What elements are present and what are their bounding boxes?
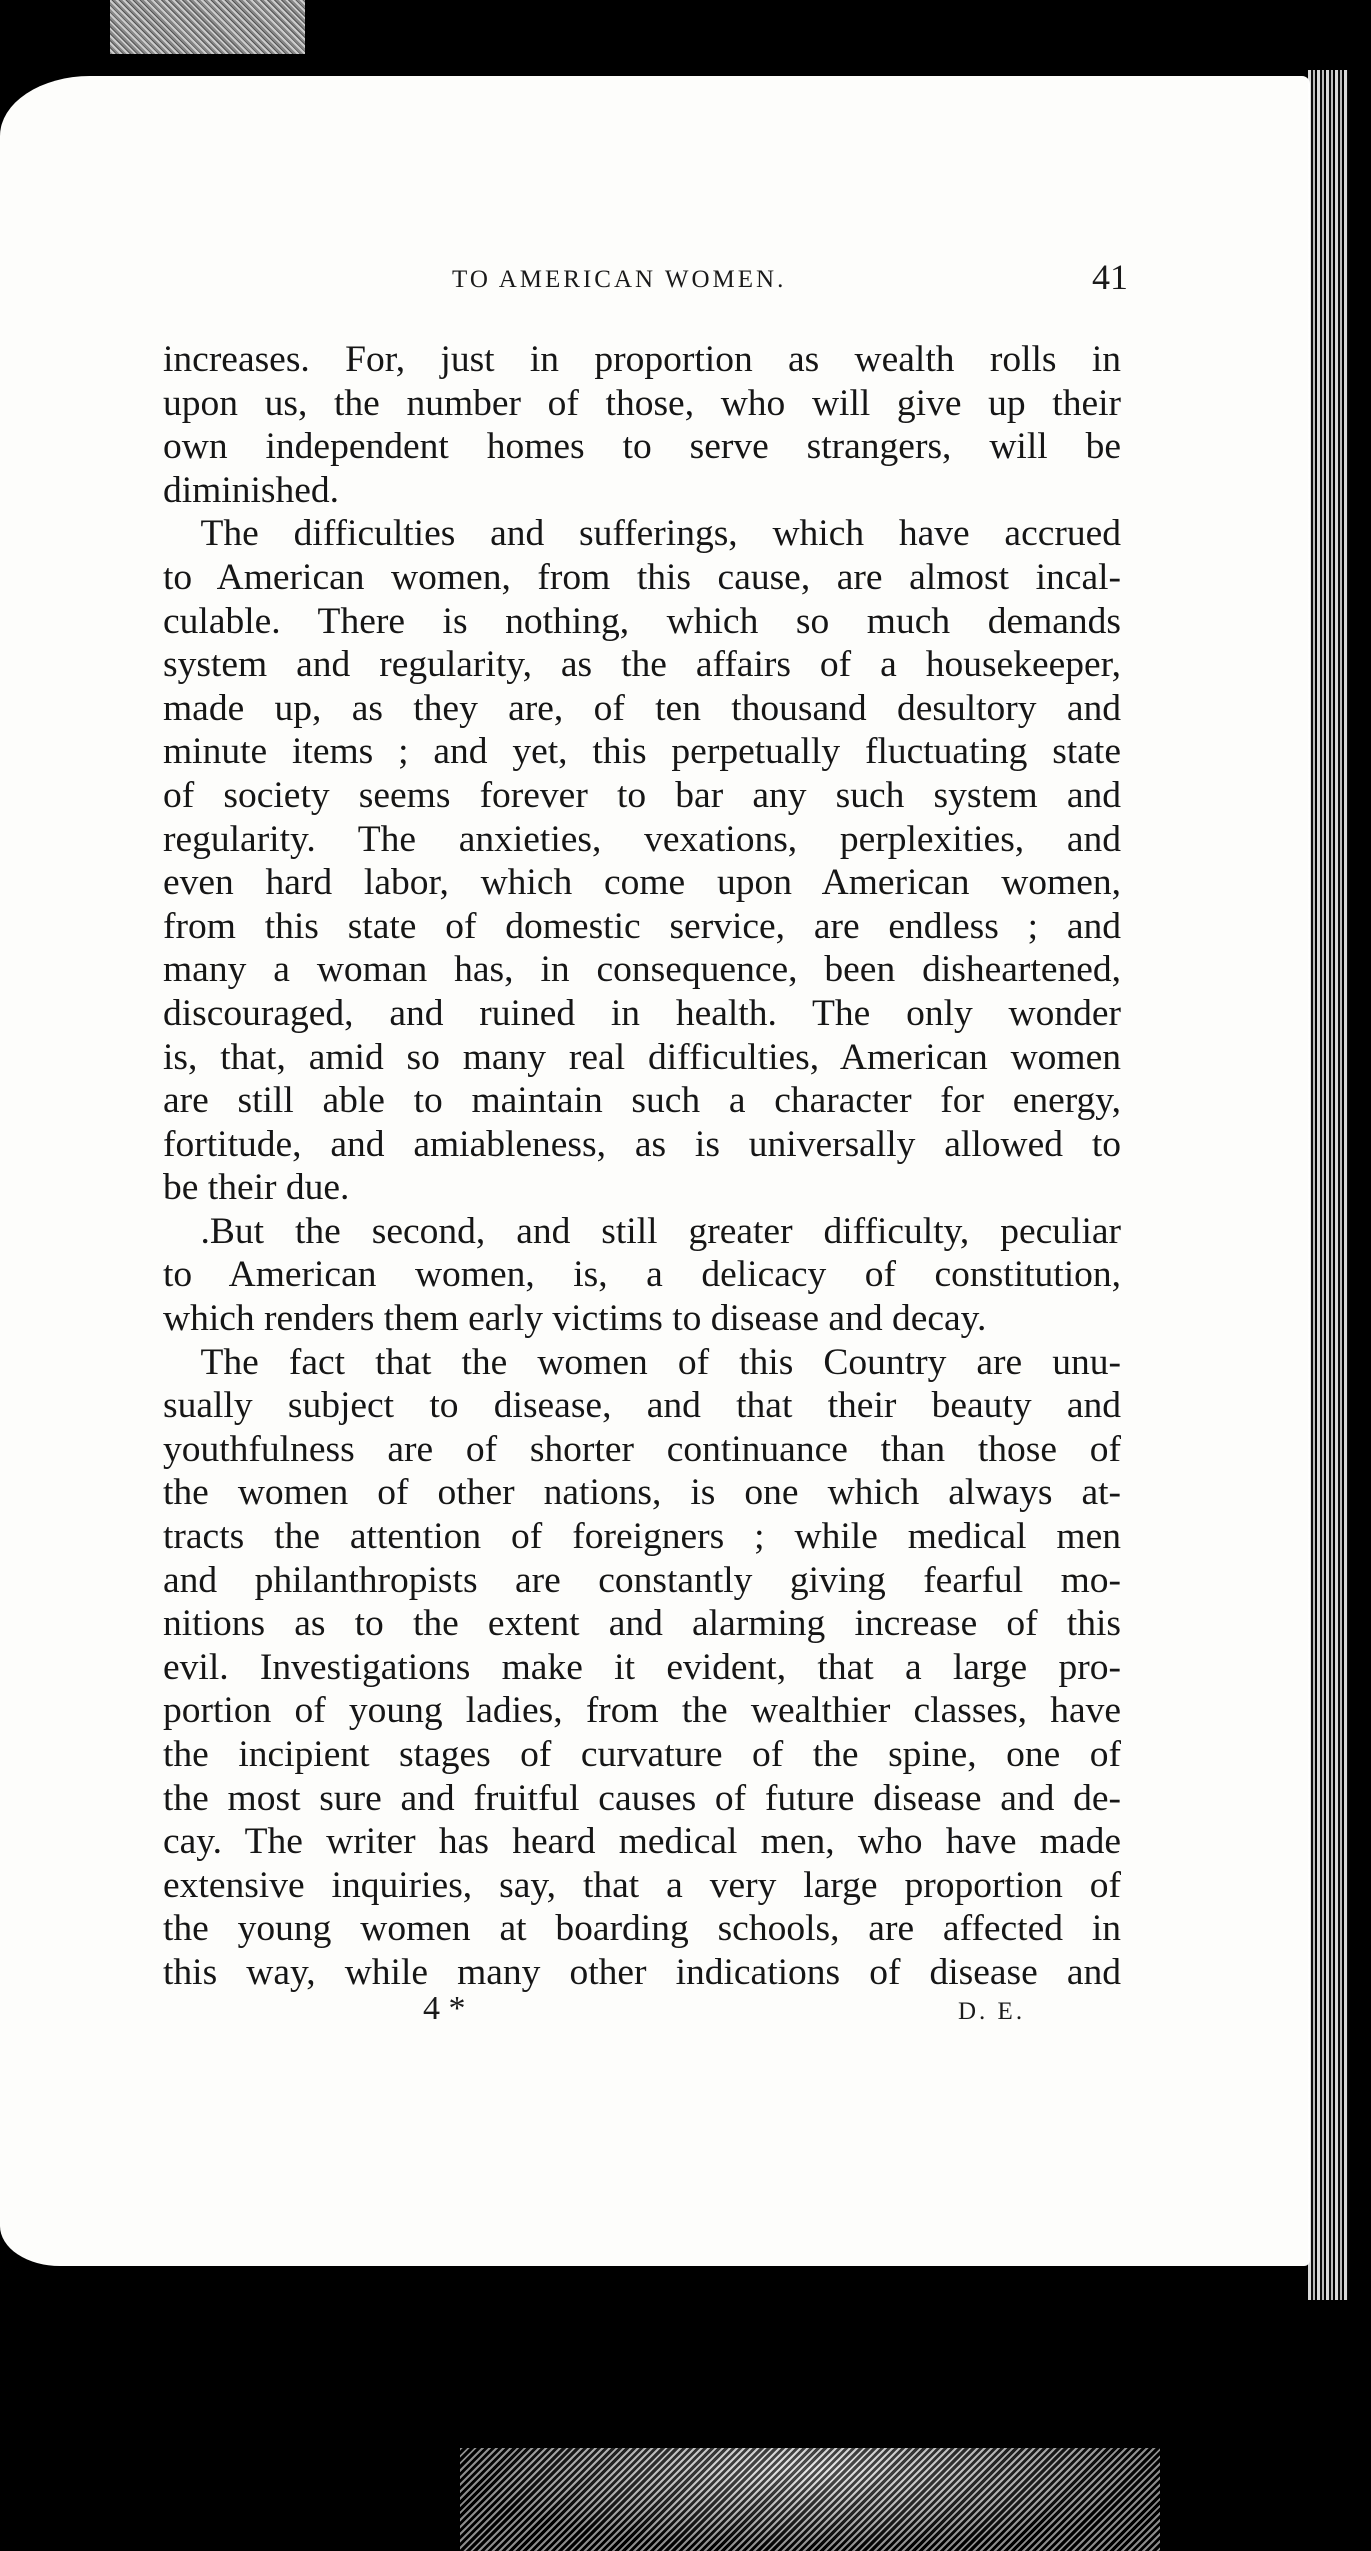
running-head: [160, 256, 1128, 306]
text-line: portion of young ladies, from the wealthier classes, have: [163, 1690, 1121, 1732]
signature-mark: 4 *: [423, 1990, 466, 2027]
text-line: discouraged, and ruined in health. The only wonder: [163, 992, 1121, 1034]
text-line: sually subject to disease, and that their beauty and: [163, 1385, 1121, 1427]
running-title: TO AMERICAN WOMEN.: [452, 266, 787, 293]
text-line: made up, as they are, of ten thousand desultory and: [163, 687, 1121, 729]
text-line: are still able to maintain such a character for energy,: [163, 1080, 1121, 1122]
text-line: nitions as to the extent and alarming increase of this: [163, 1603, 1121, 1645]
text-line: many a woman has, in consequence, been disheartened,: [163, 949, 1121, 991]
text-line: The fact that the women of this Country are unu-: [163, 1341, 1121, 1383]
text-line: even hard labor, which come upon American women,: [163, 862, 1121, 904]
text-line: the women of other nations, is one which always at-: [163, 1472, 1121, 1514]
text-line: be their due.: [163, 1167, 350, 1209]
text-line: The difficulties and sufferings, which have accrued: [163, 513, 1121, 555]
text-line: minute items ; and yet, this perpetually fluctuating state: [163, 731, 1121, 773]
text-line: to American women, is, a delicacy of constitution,: [163, 1254, 1121, 1296]
text-line: evil. Investigations make it evident, that a large pro-: [163, 1646, 1121, 1688]
text-line: culable. There is nothing, which so much demands: [163, 600, 1121, 642]
text-line: the incipient stages of curvature of the spine, one of: [163, 1734, 1121, 1775]
text-line: own independent homes to serve strangers, will be: [163, 426, 1121, 468]
text-line: which renders them early victims to disease and decay.: [163, 1298, 987, 1340]
text-line: is, that, amid so many real difficulties, American women: [163, 1036, 1121, 1078]
text-line: of society seems forever to bar any such system and: [163, 774, 1121, 816]
text-line: the young women at boarding schools, are affected in: [163, 1908, 1121, 1950]
text-line: .But the second, and still greater difficulty, peculiar: [163, 1210, 1121, 1252]
scan-noise-top: [110, 0, 305, 54]
scan-noise-bottom: [460, 2448, 1160, 2551]
text-line: youthfulness are of shorter continuance than those of: [163, 1428, 1121, 1470]
text-line: upon us, the number of those, who will give up their: [163, 382, 1121, 424]
text-line: this way, while many other indications of disease and: [163, 1951, 1121, 1993]
page-edges: [1308, 70, 1348, 2300]
text-line: tracts the attention of foreigners ; while medical men: [163, 1516, 1121, 1558]
text-line: the most sure and fruitful causes of future disease and de-: [163, 1777, 1121, 1819]
page-number: 41: [1092, 257, 1128, 297]
sheet-mark: D. E.: [958, 1998, 1026, 2025]
text-line: diminished.: [163, 469, 340, 511]
text-line: cay. The writer has heard medical men, who have made: [163, 1821, 1121, 1863]
text-line: increases. For, just in proportion as wealth rolls in: [163, 339, 1121, 380]
text-line: extensive inquiries, say, that a very large proportion of: [163, 1864, 1121, 1906]
body-text: [163, 338, 1121, 1995]
text-line: regularity. The anxieties, vexations, perplexities, and: [163, 818, 1121, 860]
text-line: system and regularity, as the affairs of a housekeeper,: [163, 644, 1121, 686]
text-line: fortitude, and amiableness, as is universally allowed to: [163, 1123, 1121, 1165]
page-footer: [163, 1990, 1121, 2040]
text-line: from this state of domestic service, are endless ; and: [163, 905, 1121, 947]
text-line: to American women, from this cause, are almost incal-: [163, 556, 1121, 598]
text-line: and philanthropists are constantly giving fearful mo-: [163, 1559, 1121, 1601]
